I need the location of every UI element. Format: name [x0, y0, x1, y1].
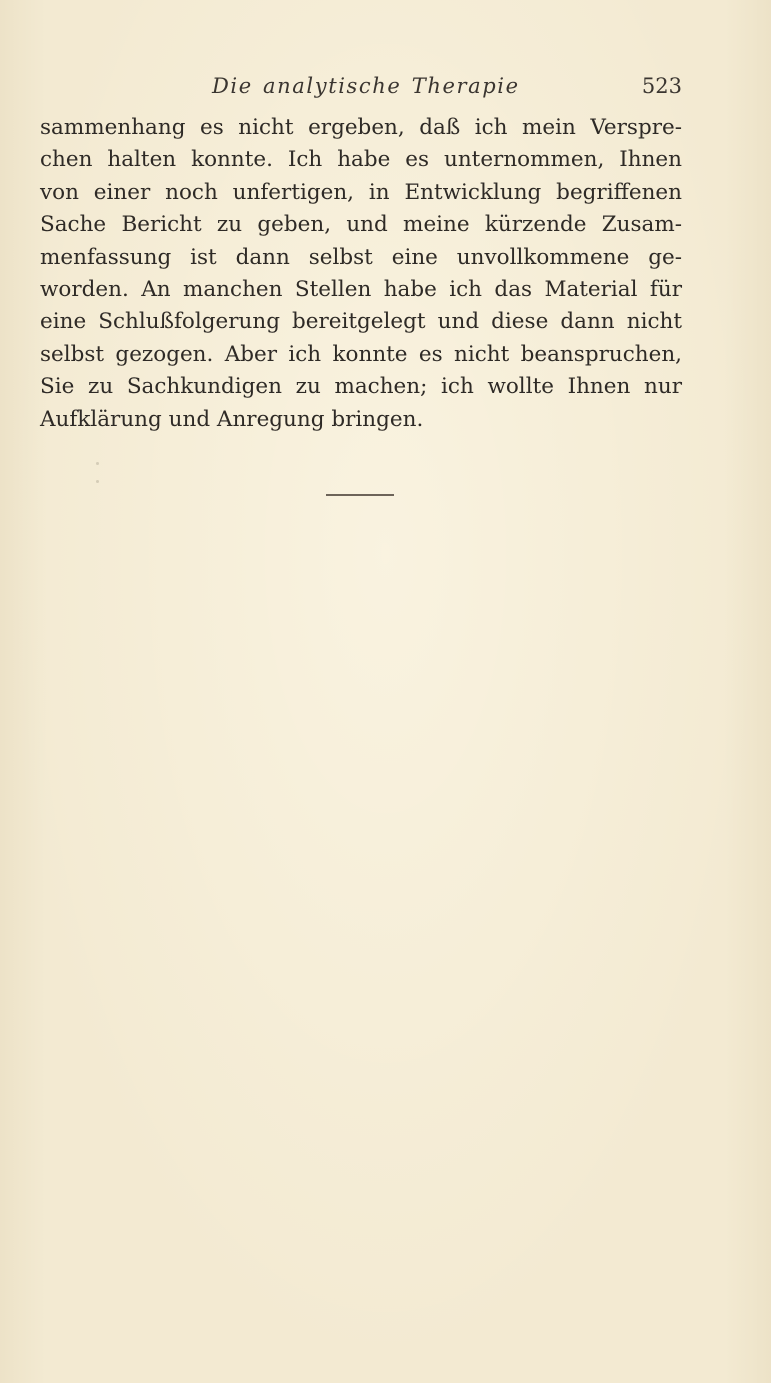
text-line: Aufklärung und Anregung bringen. — [40, 406, 424, 432]
running-title: Die analytische Therapie — [212, 74, 520, 98]
body-paragraph — [40, 112, 682, 436]
text-line: menfassung ist dann selbst eine unvollkommene ge- — [40, 244, 682, 270]
text-line: Sache Bericht zu geben, und meine kürzende Zusam- — [40, 212, 682, 238]
text-line: von einer noch unfertigen, in Entwicklung begriffenen — [40, 179, 682, 205]
text-line: eine Schlußfolgerung bereitgelegt und diese dann nicht — [40, 309, 682, 335]
paper-speck — [96, 462, 99, 465]
end-rule — [326, 494, 394, 496]
paper-speck — [96, 480, 99, 483]
text-line: selbst gezogen. Aber ich konnte es nicht beanspruchen, — [40, 341, 682, 367]
page-number: 523 — [641, 74, 682, 98]
text-line: sammenhang es nicht ergeben, daß ich mein Verspre- — [40, 115, 682, 140]
text-line: worden. An manchen Stellen habe ich das Material für — [40, 276, 682, 302]
running-head — [40, 74, 682, 104]
text-line: chen halten konnte. Ich habe es unternommen, Ihnen — [40, 147, 682, 173]
text-line: Sie zu Sachkundigen zu machen; ich wollte Ihnen nur — [40, 374, 682, 400]
